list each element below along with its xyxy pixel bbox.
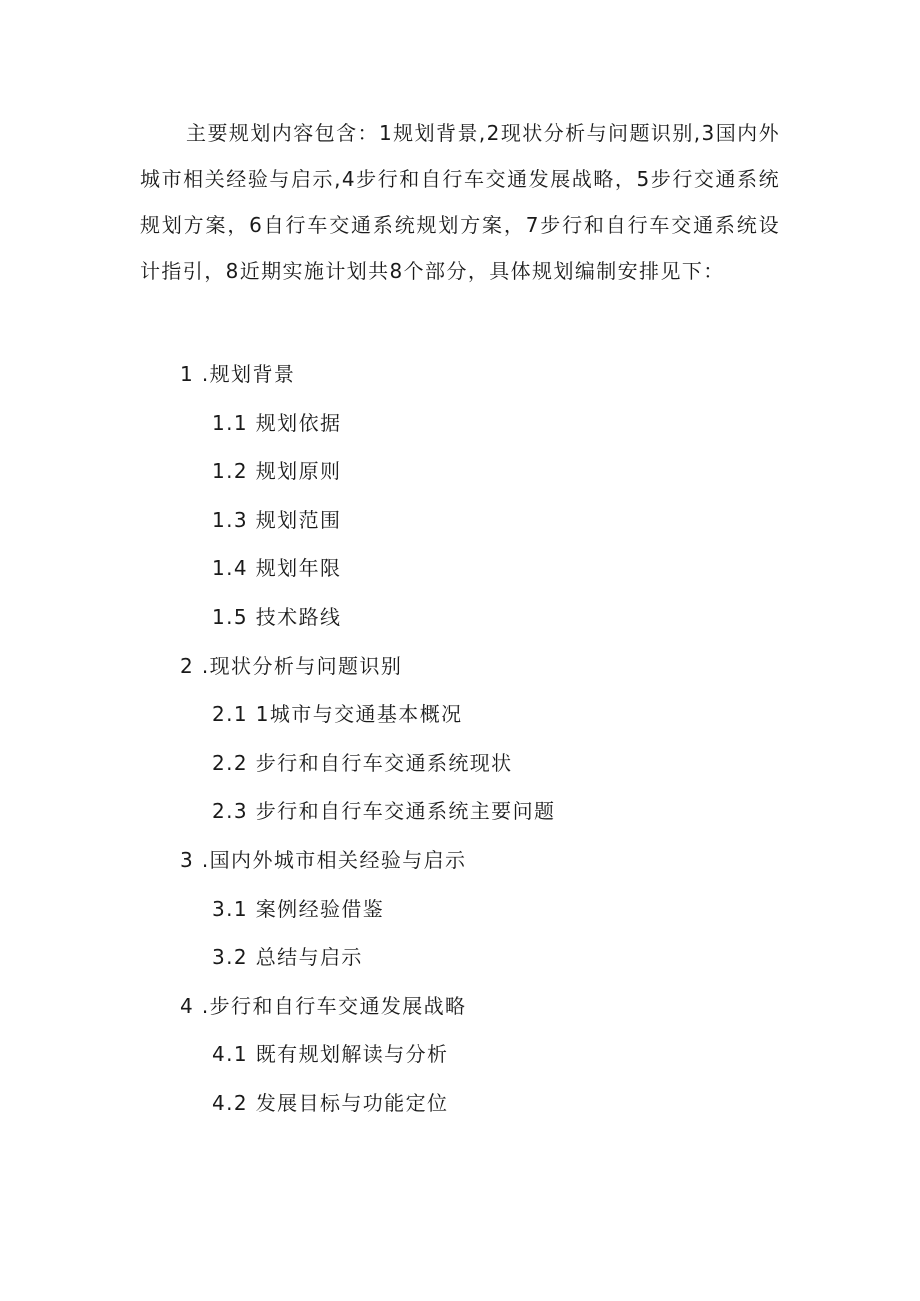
outline-subsection: 1.3 规划范围 (212, 507, 342, 532)
outline-section-heading: 3 .国内外城市相关经验与启示 (180, 847, 467, 872)
outline-subsection: 1.5 技术路线 (212, 604, 342, 629)
outline-subsection: 1.1 规划依据 (212, 410, 342, 435)
outline-subsection: 4.1 既有规划解读与分析 (212, 1042, 449, 1067)
outline-subsection: 2.1 1城市与交通基本概况 (212, 702, 463, 727)
outline-subsection: 1.4 规划年限 (212, 556, 342, 581)
outline-list (0, 350, 920, 1128)
outline-subsection: 4.2 发展目标与功能定位 (212, 1090, 449, 1115)
outline-subsection: 3.1 案例经验借鉴 (212, 896, 385, 921)
outline-section-heading: 4 .步行和自行车交通发展战略 (180, 993, 467, 1018)
outline-subsection: 2.2 步行和自行车交通系统现状 (212, 750, 513, 775)
outline-subsection: 3.2 总结与启示 (212, 945, 363, 970)
outline-section-heading: 1 .规划背景 (180, 362, 296, 386)
outline-subsection: 1.2 规划原则 (212, 459, 342, 484)
outline-section-heading: 2 .现状分析与问题识别 (180, 653, 403, 678)
intro-paragraph: 主要规划内容包含：1规划背景,2现状分析与问题识别,3国内外城市相关经验与启示,4步行和自行车交通发展战略，5步行交通系统规划方案，6自行车交通系统规划方案，7步行和自行车交通系统设计指引，8近期实施计划共8个部分，具体规划编制安排见下： (140, 121, 780, 283)
outline-subsection: 2.3 步行和自行车交通系统主要问题 (212, 799, 556, 824)
